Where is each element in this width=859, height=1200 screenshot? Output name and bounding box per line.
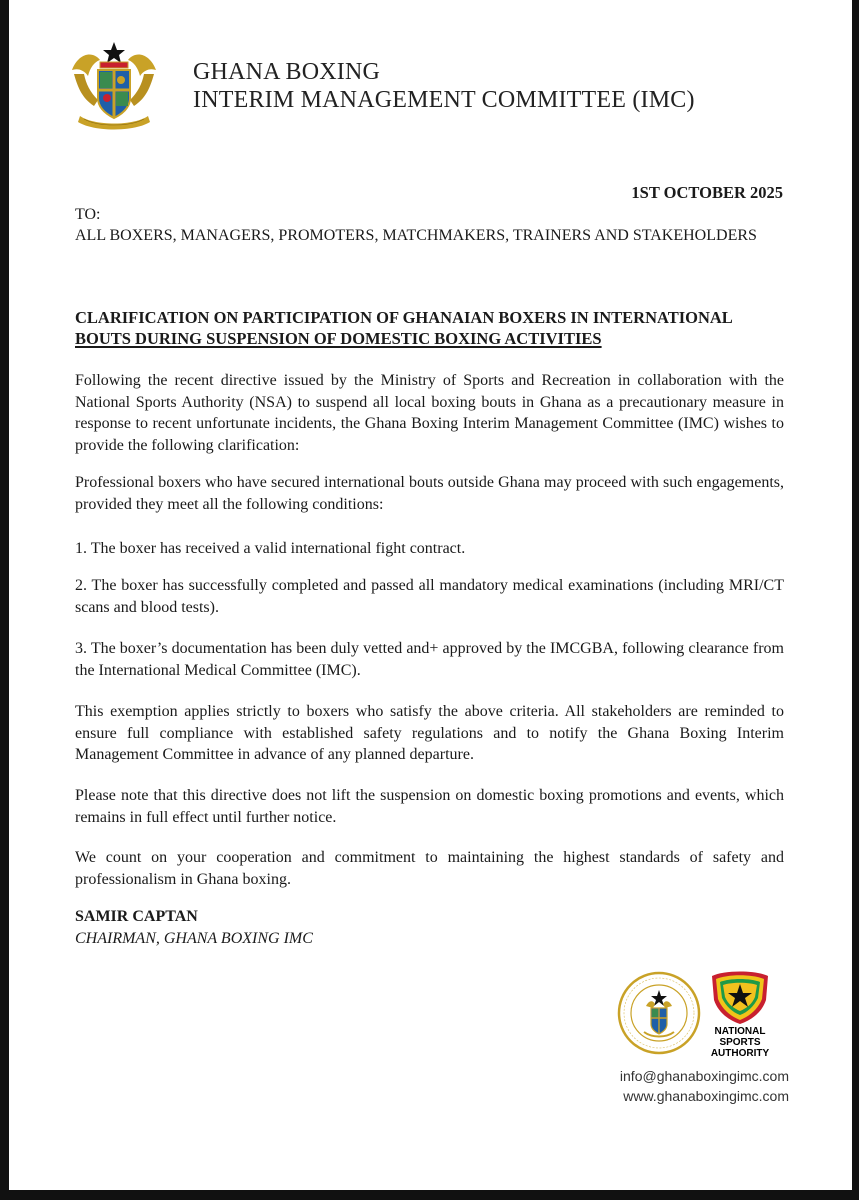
screenshot-right-border bbox=[852, 0, 859, 1200]
contact-website[interactable]: www.ghanaboxingimc.com bbox=[623, 1088, 789, 1104]
contact-email[interactable]: info@ghanaboxingimc.com bbox=[619, 1068, 789, 1084]
signatory-name: SAMIR CAPTAN bbox=[75, 908, 198, 925]
organization-name: GHANA BOXING bbox=[193, 59, 381, 85]
nsa-shield-star-icon bbox=[704, 966, 776, 1026]
screenshot-bottom-border bbox=[0, 1190, 859, 1200]
title-line-2: BOUTS DURING SUSPENSION OF DOMESTIC BOXING ACTIVITIES bbox=[75, 329, 602, 348]
title-line-1: CLARIFICATION ON PARTICIPATION OF GHANAIAN BOXERS IN INTERNATIONAL bbox=[75, 308, 733, 327]
condition-item: 1. The boxer has received a valid international fight contract. bbox=[75, 540, 466, 557]
paragraph-suspension-note: Please note that this directive does not lift the suspension on domestic boxing promotions and events, which remains in full effect until further notice. bbox=[75, 787, 784, 826]
paragraph-compliance: This exemption applies strictly to boxers who satisfy the above criteria. All stakeholders are reminded to ensure full compliance with established safety regulations and to notify the Ghana Boxing Interim Management Committee in advance of any planned departure. bbox=[75, 703, 784, 763]
addressee-block bbox=[75, 204, 775, 246]
condition-item: 2. The boxer has successfully completed and passed all mandatory medical examinations (including MRI/CT scans and blood tests). bbox=[75, 577, 784, 616]
nsa-label: NATIONAL SPORTS AUTHORITY bbox=[710, 1026, 770, 1059]
paragraph-exemption-intro: Professional boxers who have secured international bouts outside Ghana may proceed with such engagements, provided they meet all the following conditions: bbox=[75, 474, 784, 513]
ghana-coat-of-arms-icon bbox=[64, 40, 164, 132]
to-label: TO: bbox=[75, 206, 101, 223]
paragraph-directive: Following the recent directive issued by the Ministry of Sports and Recreation in collaboration with the National Sports Authority (NSA) to suspend all local boxing bouts in Ghana as a precautionary measure in response to recent unfortunate incidents, the Ghana Boxing Interim Management Committee (IMC) wishes to provide the following clarification: bbox=[75, 372, 784, 454]
paragraph-closing: We count on your cooperation and commitment to maintaining the highest standards of safety and professionalism in Ghana boxing. bbox=[75, 849, 784, 888]
letter-date: 1ST OCTOBER 2025 bbox=[631, 183, 783, 202]
committee-name: INTERIM MANAGEMENT COMMITTEE (IMC) bbox=[193, 87, 695, 113]
signatory-title: CHAIRMAN, GHANA BOXING IMC bbox=[75, 930, 313, 947]
screenshot-left-border bbox=[0, 0, 9, 1200]
condition-item: 3. The boxer’s documentation has been duly vetted and+ approved by the IMCGBA, following clearance from the International Medical Committee (IMC). bbox=[75, 640, 784, 679]
recipients: ALL BOXERS, MANAGERS, PROMOTERS, MATCHMAKERS, TRAINERS AND STAKEHOLDERS bbox=[75, 227, 757, 244]
ministry-of-sports-seal-icon bbox=[616, 970, 702, 1056]
letter-title bbox=[75, 307, 785, 349]
